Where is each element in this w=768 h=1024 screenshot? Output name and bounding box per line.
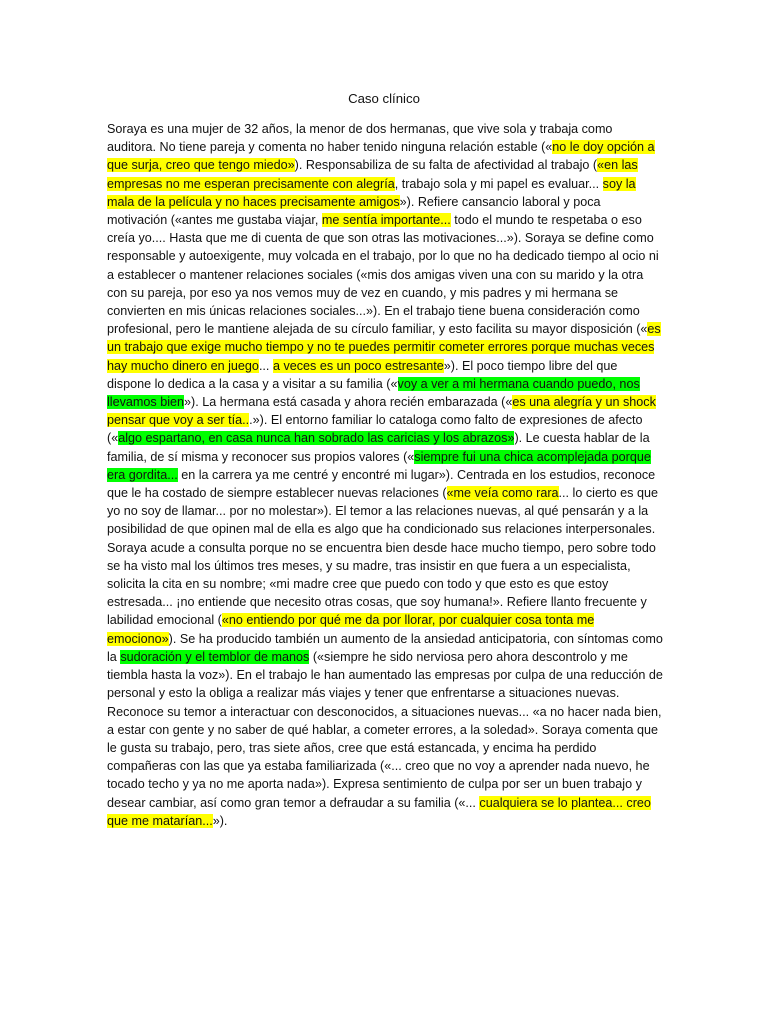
body-text-segment: , trabajo sola y mi papel es evaluar... [394, 176, 603, 191]
case-paragraph [107, 120, 663, 830]
body-text-segment: en la carrera ya me centré y encontré mi lugar»). Centrada en los estudios, reconoce que le ha costado de siempre establecer nuevas relaciones ( [107, 467, 656, 501]
body-text-segment: »). El poco tiempo libre del que dispone lo dedica a la casa y a visitar a su familia (« [107, 358, 618, 391]
highlighted-text-yellow: no le doy opción a que surja, creo que tengo miedo» [107, 140, 655, 173]
body-text-segment: ). Responsabiliza de su falta de afectividad al trabajo ( [294, 158, 598, 173]
body-text-segment: Soraya es una mujer de 32 años, la menor de dos hermanas, que vive sola y trabaja como auditora. No tiene pareja y comenta no haber tenido ninguna relación estable (« [107, 122, 613, 155]
document-title: Caso clínico [348, 91, 420, 106]
highlighted-text-yellow: cualquiera se lo plantea... creo que me matarían... [107, 795, 651, 828]
highlighted-text-yellow: a veces es un poco estresante [272, 358, 444, 373]
body-text-segment: »). [212, 813, 228, 828]
highlighted-text-green: voy a ver a mi hermana cuando puedo, nos llevamos bien [107, 376, 640, 410]
body-text-segment: ). Se ha producido también un aumento de la ansiedad anticipatoria, con síntomas como la [107, 631, 663, 664]
body-text-segment: ... lo cierto es que yo no soy de llamar... por no molestar»). El temor a las relaciones nuevas, al qué pensarán y a la posibilidad de que opinen mal de ella es algo que ha condicionado sus relaciones interpersonales. Soraya acude a consulta porque no se encuentra bien desde hace mucho tiempo, pero sobre todo se ha visto mal los últimos tres meses, y su madre, tras insistir en que fuera a un especialista, solicita la cita en su nombre; «mi madre cree que puedo con todo y que esto es que estoy estresada... ¡no entiende que necesito otras cosas, que soy humana!». Refiere llanto frecuente y labilidad emocional ( [107, 486, 658, 628]
highlighted-text-yellow: me sentía importante... [321, 213, 451, 228]
highlighted-text-green: algo espartano, en casa nunca han sobrado las caricias y los abrazos» [118, 431, 515, 446]
body-text-segment: («siempre he sido nerviosa pero ahora descontrolo y me tiembla hasta la voz»). En el trabajo le han aumentado las empresas por culpa de una reducción de personal y esto la obliga a realizar más viajes y tener que enfrentarse a situaciones nuevas. Reconoce su temor a interactuar con desconocidos, a situaciones nuevas... «a no hacer nada bien, a estar con gente y no saber de qué hablar, a cometer errores, a la soledad». Soraya comenta que le gusta su trabajo, pero, tras siete años, cree que está estancada, y encima ha perdido compañeras con las que ya estaba familiarizada («... creo que no voy a aprender nada nuevo, he tocado techo y ya no me aporta nada»). Expresa sentimiento de culpa por ser un buen trabajo y desear cambiar, así como gran temor a defraudar a su familia («... [107, 649, 663, 810]
highlighted-text-yellow: «me veía como rara [446, 486, 559, 501]
highlighted-text-green: sudoración y el temblor de manos [120, 649, 310, 664]
body-text-segment: »). La hermana está casada y ahora recién embarazada (« [184, 395, 513, 410]
body-text-segment: ). Le cuesta hablar de la familia, de sí misma y reconocer sus propios valores (« [107, 431, 650, 464]
highlighted-text-yellow: es una alegría y un shock pensar que voy a ser tía.. [107, 395, 656, 428]
body-text-segment: »). Refiere cansancio laboral y poca motivación («antes me gustaba viajar, [107, 194, 601, 228]
highlighted-text-yellow: «en las empresas no me esperan precisamente con alegría [107, 158, 638, 191]
body-text-segment: todo el mundo te respetaba o eso creía yo.... Hasta que me di cuenta de que son otras las motivaciones...»). Soraya se define como responsable y autoexigente, muy volcada en el trabajo, por lo que no ha dedicado tiempo al ocio ni a establecer o mantener relaciones sociales («mis dos amigas viven una con su marido y la otra con su pareja, por eso ya nos vemos muy de vez en cuando, y mis padres y mi hermana se convierten en mis únicas relaciones sociales...»). En el trabajo tiene buena consideración como profesional, pero le mantiene alejada de su círculo familiar, y esto facilita su mayor disposición (« [107, 213, 659, 337]
body-text-segment: ... [258, 358, 273, 373]
highlighted-text-green: siempre fui una chica acomplejada porque era gordita... [107, 449, 651, 482]
highlighted-text-yellow: soy la mala de la película y no haces precisamente amigos [107, 176, 636, 209]
highlighted-text-yellow: es un trabajo que exige mucho tiempo y no te puedes permitir cometer errores porque muchas veces hay mucho dinero en juego [107, 322, 661, 373]
highlighted-text-yellow: «no entiendo por qué me da por llorar, por cualquier cosa tonta me emociono» [107, 613, 595, 646]
body-text-segment: .»). El entorno familiar lo cataloga como falto de expresiones de afecto (« [107, 413, 643, 446]
